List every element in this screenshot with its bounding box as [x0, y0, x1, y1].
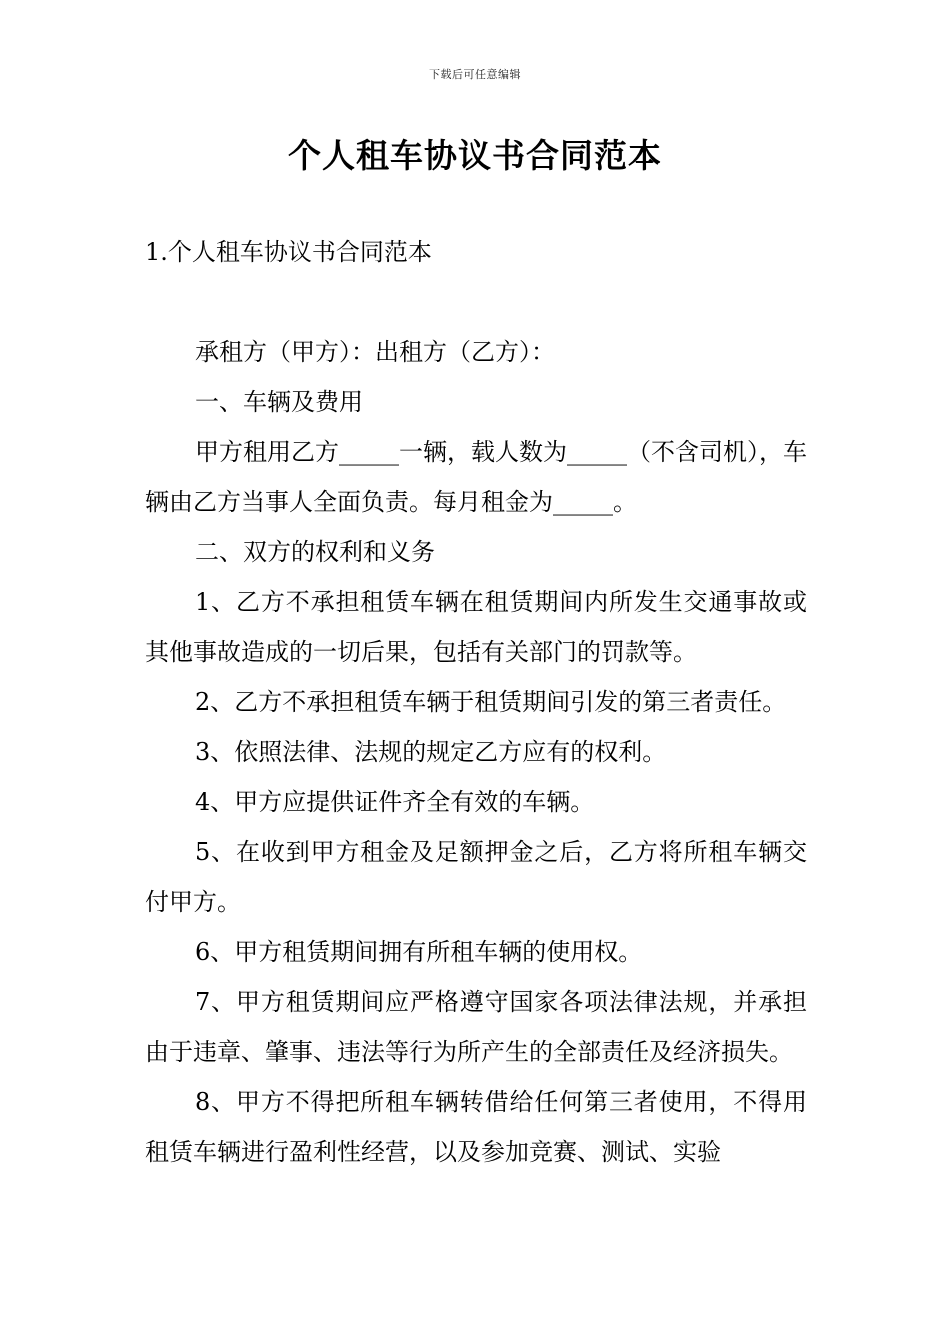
- paragraph-clause-1: 1、乙方不承担租赁车辆在租赁期间内所发生交通事故或其他事故造成的一切后果，包括有关部门的罚款等。: [145, 588, 807, 666]
- paragraph-heading-vehicle-fees: 一、车辆及费用: [195, 388, 363, 416]
- document-title: 个人租车协议书合同范本: [288, 136, 662, 175]
- paragraph-heading-rights: 二、双方的权利和义务: [195, 538, 435, 566]
- paragraph-clause-5: 5、在收到甲方租金及足额押金之后，乙方将所租车辆交付甲方。: [145, 838, 807, 916]
- paragraph-parties: 承租方（甲方）：出租方（乙方）：: [195, 338, 555, 366]
- paragraph-clause-4: 4、甲方应提供证件齐全有效的车辆。: [195, 788, 595, 816]
- paragraph-clause-3: 3、依照法律、法规的规定乙方应有的权利。: [195, 738, 667, 766]
- section-heading: 1.个人租车协议书合同范本: [145, 238, 432, 266]
- paragraph-clause-7: 7、甲方租赁期间应严格遵守国家各项法律法规，并承担由于违章、肇事、违法等行为所产生的全部责任及经济损失。: [145, 988, 807, 1066]
- paragraph-clause-2: 2、乙方不承担租赁车辆于租赁期间引发的第三者责任。: [195, 688, 787, 716]
- paragraph-clause-6: 6、甲方租赁期间拥有所租车辆的使用权。: [195, 938, 643, 966]
- paragraph-vehicle-terms: 甲方租用乙方_____一辆，载人数为_____（不含司机），车辆由乙方当事人全面负责。每月租金为_____。: [145, 438, 807, 516]
- document-body: [145, 327, 807, 1177]
- header-note: 下载后可任意编辑: [429, 68, 521, 81]
- paragraph-clause-8: 8、甲方不得把所租车辆转借给任何第三者使用，不得用租赁车辆进行盈利性经营，以及参加竞赛、测试、实验: [145, 1088, 807, 1166]
